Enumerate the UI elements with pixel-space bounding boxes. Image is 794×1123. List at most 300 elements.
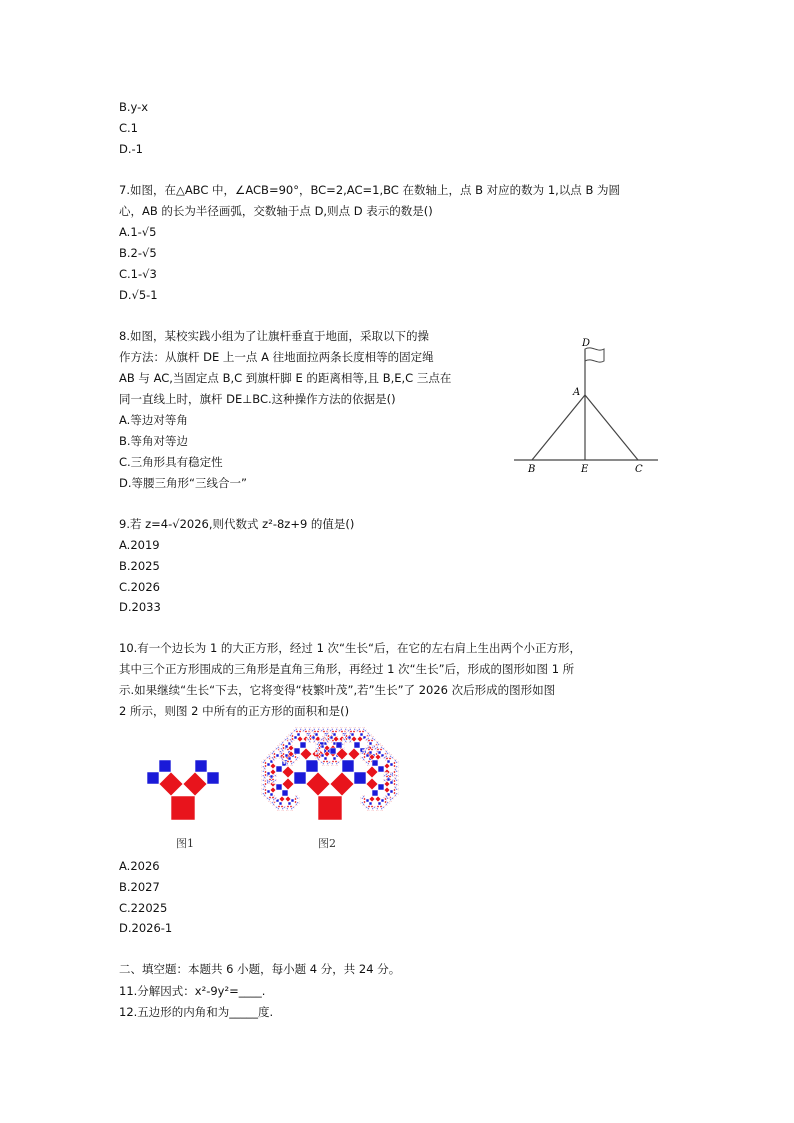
tree-square (393, 792, 396, 795)
tree-square (391, 754, 393, 756)
tree-square (290, 739, 292, 741)
tree-square (367, 810, 369, 812)
label-c: C (635, 464, 643, 475)
tree-square (264, 792, 267, 795)
tree-square (359, 729, 361, 731)
rope-ab (532, 395, 585, 460)
tree-square (374, 739, 376, 741)
tree-square (341, 729, 343, 731)
tree-square (285, 754, 288, 757)
tree-square (351, 733, 354, 736)
tree-square (306, 738, 308, 740)
tree-square (366, 778, 378, 790)
tree-square (327, 763, 329, 765)
tree-square (331, 765, 333, 767)
tree-square (398, 785, 400, 787)
tree-square (274, 795, 276, 797)
q9-option-b: B.2025 (119, 559, 160, 573)
tree-square (297, 736, 303, 742)
tree-square (267, 790, 270, 793)
tree-square (277, 810, 279, 812)
tree-square (282, 742, 284, 744)
tree-square (368, 732, 370, 734)
tree-square (317, 748, 319, 750)
tree-square (263, 787, 265, 789)
tree-square (393, 789, 396, 792)
tree-square (348, 748, 360, 760)
tree-square (368, 745, 370, 747)
tree-square (322, 765, 324, 767)
tree-square (308, 739, 310, 741)
tree-square (264, 783, 267, 786)
q9-option-a: A.2019 (119, 538, 160, 552)
tree-square (317, 760, 319, 762)
tree-square (272, 802, 274, 804)
tree-square (332, 727, 334, 729)
tree-square (398, 780, 400, 782)
tree-square (332, 729, 334, 731)
tree-square (369, 796, 375, 802)
tree-square (267, 763, 270, 766)
tree-square (276, 758, 278, 760)
tree-square (341, 730, 344, 733)
tree-square (378, 784, 384, 790)
tree-square (398, 767, 400, 769)
tree-square (362, 805, 364, 807)
q10-figure-1-caption: 图1 (176, 837, 194, 850)
tree-square (324, 757, 327, 760)
tree-square (375, 796, 381, 802)
tree-square (320, 738, 322, 740)
tree-square (294, 740, 296, 742)
tree-square (270, 769, 276, 775)
tree-square (294, 798, 297, 801)
tree-square (375, 807, 377, 809)
tree-square (392, 757, 394, 759)
tree-square (386, 750, 388, 752)
tree-square (282, 778, 294, 790)
tree-square (383, 756, 385, 758)
tree-square (378, 766, 384, 772)
tree-square (286, 765, 288, 767)
tree-square (294, 801, 297, 804)
tree-square (372, 808, 374, 810)
tree-square (377, 805, 380, 808)
tree-square (312, 736, 315, 739)
tree-square (302, 729, 304, 731)
tree-square (377, 745, 379, 747)
tree-square (296, 804, 298, 806)
q7-stem-line1: 7.如图，在△ABC 中，∠ACB=90°，BC=2,AC=1,BC 在数轴上，点 B 对应的数为 1,以点 B 为圆 (119, 183, 620, 197)
tree-square (330, 748, 336, 754)
tree-square (390, 763, 393, 766)
tree-square (350, 729, 352, 731)
q12-stem: 12.五边形的内角和为_____度. (119, 1005, 274, 1019)
tree-square (345, 733, 347, 735)
tree-square (270, 756, 272, 758)
tree-square (386, 795, 388, 797)
prev-option-b: B.y-x (119, 100, 149, 114)
tree-square (362, 757, 364, 759)
tree-square (393, 783, 396, 786)
tree-square (305, 729, 307, 731)
tree-square (263, 796, 265, 798)
tree-square (390, 781, 393, 784)
tree-square (264, 789, 267, 792)
tree-square (398, 776, 400, 778)
tree-square (366, 754, 369, 757)
tree-square (311, 729, 313, 731)
tree-square (264, 760, 266, 762)
tree-square (380, 805, 383, 808)
tree-square (281, 760, 283, 762)
tree-square (291, 763, 293, 765)
tree-square (270, 752, 272, 754)
section2-heading: 二、填空题：本题共 6 小题，每小题 4 分，共 24 分。 (119, 962, 401, 976)
tree-square (294, 762, 296, 764)
tree-square (282, 766, 294, 778)
tree-square (266, 756, 268, 758)
tree-square (381, 808, 383, 810)
tree-square (315, 747, 317, 749)
tree-square (261, 779, 263, 781)
tree-square (261, 770, 263, 772)
tree-square (344, 742, 346, 744)
tree-square (396, 780, 398, 782)
tree-square (363, 756, 366, 759)
label-a: A (573, 387, 581, 398)
q8-stem-line4: 同一直线上时，旗杆 DE⊥BC.这种操作方法的依据是() (119, 392, 396, 406)
tree-square (390, 790, 393, 793)
tree-square (310, 727, 312, 729)
tree-square (387, 778, 390, 781)
tree-square (315, 743, 317, 745)
tree-square (396, 789, 398, 791)
tree-square (290, 760, 293, 763)
tree-square (300, 748, 312, 760)
tree-square (395, 759, 397, 761)
tree-square (386, 774, 388, 776)
label-b: B (528, 464, 536, 475)
tree-square (290, 765, 292, 767)
tree-square (327, 733, 329, 735)
tree-square (393, 765, 396, 768)
tree-square (378, 751, 381, 754)
tree-square (314, 741, 316, 743)
tree-square (296, 759, 298, 761)
tree-square (363, 798, 366, 801)
tree-square (296, 795, 298, 797)
tree-square (335, 760, 338, 763)
tree-square (294, 748, 300, 754)
tree-square (383, 774, 385, 776)
tree-square (326, 739, 328, 741)
tree-square (392, 775, 394, 777)
tree-square (263, 766, 265, 768)
tree-square (336, 763, 338, 765)
tree-square (329, 729, 331, 731)
tree-square (333, 733, 336, 736)
tree-square (395, 786, 397, 788)
tree-square (276, 780, 278, 782)
tree-square (282, 790, 288, 796)
tree-square (382, 745, 384, 747)
tree-square (330, 762, 332, 764)
tree-square (291, 808, 293, 810)
tree-square (368, 805, 371, 808)
tree-square (264, 762, 267, 765)
tree-square (319, 727, 321, 729)
tree-square (261, 774, 263, 776)
tree-square (261, 761, 263, 763)
tree-square (387, 760, 390, 763)
tree-square (276, 776, 278, 778)
tree-square (364, 795, 366, 797)
q10-stem-line4: 2 所示，则图 2 中所有的正方形的面积和是() (119, 704, 350, 718)
q10-figure-1 (135, 742, 230, 824)
tree-square (321, 745, 324, 748)
tree-square (333, 757, 336, 760)
tree-square (299, 803, 301, 805)
tree-square (270, 763, 276, 769)
tree-square (362, 760, 364, 762)
tree-square (268, 801, 270, 803)
tree-square (297, 733, 300, 736)
label-e: E (581, 464, 589, 475)
tree-square (368, 738, 370, 740)
tree-square (363, 801, 366, 804)
tree-square (272, 801, 274, 803)
flag-icon (585, 348, 604, 362)
tree-square (315, 733, 318, 736)
tree-square (264, 771, 267, 774)
tree-square (386, 756, 388, 758)
q9-option-d: D.2033 (119, 600, 161, 614)
tree-square (386, 754, 388, 756)
tree-square (326, 765, 328, 767)
tree-square (291, 733, 293, 735)
tree-square (282, 808, 284, 810)
q7-stem-line2: 心，AB 的长为半径画弧，交数轴于点 D,则点 D 表示的数是() (119, 204, 433, 218)
tree-square (356, 729, 358, 731)
tree-square (346, 727, 348, 729)
tree-square (267, 772, 270, 775)
q9-stem: 9.若 z=4-√2026,则代数式 z²-8z+9 的值是() (119, 517, 355, 531)
tree-square (386, 804, 388, 806)
tree-square (288, 738, 290, 740)
tree-square (279, 802, 282, 805)
tree-square (355, 727, 357, 729)
tree-square (324, 738, 326, 740)
tree-square (389, 803, 391, 805)
tree-square (339, 762, 341, 764)
tree-square (273, 751, 275, 753)
tree-square (381, 799, 384, 802)
tree-square (273, 799, 275, 801)
tree-square (288, 757, 291, 760)
tree-square (288, 802, 291, 805)
tree-square (332, 760, 335, 763)
tree-square (288, 734, 290, 736)
q11-stem: 11.分解因式：x²-9y²=____. (119, 984, 266, 998)
tree-square (393, 771, 396, 774)
tree-square (360, 733, 363, 736)
tree-square (147, 772, 159, 784)
q8-stem-line1: 8.如图，某校实践小组为了让旗杆垂直于地面，采取以下的操 (119, 329, 429, 343)
tree-square (369, 742, 372, 745)
tree-square (306, 760, 318, 772)
tree-square (291, 799, 294, 802)
tree-square (374, 747, 376, 749)
tree-square (315, 756, 317, 758)
tree-square (384, 763, 390, 769)
tree-square (344, 739, 346, 741)
tree-square (398, 794, 400, 796)
tree-square (269, 756, 271, 758)
tree-square (360, 797, 362, 799)
tree-square (341, 727, 343, 729)
tree-square (383, 797, 385, 799)
q7-option-b: B.2-√5 (119, 246, 157, 260)
q10-stem-line1: 10.有一个边长为 1 的大正方形，经过 1 次“生长“后，在它的左右肩上生出两个小正方形， (119, 641, 581, 655)
tree-square (272, 783, 274, 785)
tree-square (350, 741, 352, 743)
tree-square (207, 772, 219, 784)
q8-stem-line3: AB 与 AC,当固定点 B,C 到旗杆脚 E 的距离相等,且 B,E,C 三点在 (119, 371, 452, 385)
prev-option-d: D.-1 (119, 142, 143, 156)
q8-option-d: D.等腰三角形“三线合一” (119, 476, 247, 490)
tree-square (396, 762, 398, 764)
tree-square (351, 736, 357, 742)
tree-square (398, 762, 400, 764)
tree-square (263, 793, 265, 795)
tree-square (360, 801, 362, 803)
tree-square (378, 744, 380, 746)
q8-stem-line2: 作方法：从旗杆 DE 上一点 A 往地面拉两条长度相等的固定绳 (119, 350, 434, 364)
q7-option-a: A.1-√5 (119, 225, 157, 239)
tree-square (263, 778, 265, 780)
tree-square (273, 781, 275, 783)
tree-square (272, 757, 274, 759)
tree-square (285, 745, 288, 748)
tree-square (347, 729, 349, 731)
tree-square (367, 765, 369, 767)
tree-square (369, 751, 372, 754)
tree-square (272, 760, 274, 762)
tree-square (323, 729, 325, 731)
tree-square (373, 745, 375, 747)
tree-square (353, 730, 356, 733)
tree-square (195, 760, 207, 772)
tree-square (276, 798, 278, 800)
tree-square (386, 772, 388, 774)
tree-square (321, 762, 323, 764)
tree-square (323, 727, 325, 729)
q10-figure-2-caption: 图2 (318, 837, 336, 850)
q10-option-d: D.2026-1 (119, 921, 173, 935)
tree-square (275, 775, 277, 777)
q10-option-c: C.22025 (119, 901, 168, 915)
tree-square (159, 760, 171, 772)
tree-square (398, 789, 400, 791)
tree-square (279, 743, 281, 745)
tree-square (396, 771, 398, 773)
q8-flagpole-figure (512, 333, 662, 475)
tree-square (335, 730, 338, 733)
tree-square (270, 793, 273, 796)
tree-square (301, 727, 303, 729)
tree-square (305, 730, 308, 733)
tree-square (294, 736, 297, 739)
tree-square (299, 730, 302, 733)
tree-square (369, 735, 371, 737)
tree-square (285, 807, 287, 809)
tree-square (320, 729, 322, 731)
tree-square (300, 742, 306, 748)
tree-square (263, 769, 265, 771)
tree-square (296, 730, 299, 733)
tree-square (377, 741, 379, 743)
tree-square (296, 729, 298, 731)
tree-square (337, 727, 339, 729)
tree-square (376, 810, 378, 812)
tree-square (281, 810, 283, 812)
tree-square (384, 807, 386, 809)
q8-option-b: B.等角对等边 (119, 434, 189, 448)
tree-square (342, 734, 344, 736)
tree-square (357, 736, 363, 742)
tree-square (363, 751, 365, 753)
q10-stem-line2: 其中三个正方形围成的三角形是直角三角形，再经过 1 次“生长”后，形成的图形如图 1 所 (119, 662, 575, 676)
tree-square (372, 760, 378, 766)
q10-stem-line3: 示.如果继续“生长“下去，它将变得“枝繁叶茂”,若”生长”了 2026 次后形成的图形如图 (119, 683, 556, 697)
tree-square (263, 784, 265, 786)
tree-square (348, 736, 351, 739)
tree-square (349, 742, 351, 744)
tree-square (350, 727, 352, 729)
q8-option-a: A.等边对等角 (119, 413, 188, 427)
tree-square (385, 760, 387, 762)
tree-square (290, 805, 293, 808)
tree-square (297, 798, 299, 800)
tree-square (171, 796, 195, 820)
tree-square (360, 756, 362, 758)
tree-square (285, 762, 287, 764)
tree-square (384, 780, 386, 782)
tree-square (299, 798, 301, 800)
tree-square (183, 772, 207, 796)
tree-square (389, 798, 391, 800)
tree-square (276, 807, 278, 809)
tree-square (331, 742, 333, 744)
q10-option-a: A.2026 (119, 859, 160, 873)
tree-square (276, 766, 282, 772)
tree-square (267, 798, 269, 800)
tree-square (368, 747, 370, 749)
tree-square (309, 733, 311, 735)
tree-square (371, 805, 374, 808)
tree-square (261, 788, 263, 790)
tree-square (398, 771, 400, 773)
tree-square (336, 742, 342, 748)
tree-square (286, 810, 288, 812)
tree-square (272, 805, 274, 807)
tree-square (362, 730, 365, 733)
tree-square (281, 757, 283, 759)
tree-square (330, 736, 333, 739)
tree-square (284, 738, 286, 740)
tree-square (324, 734, 326, 736)
